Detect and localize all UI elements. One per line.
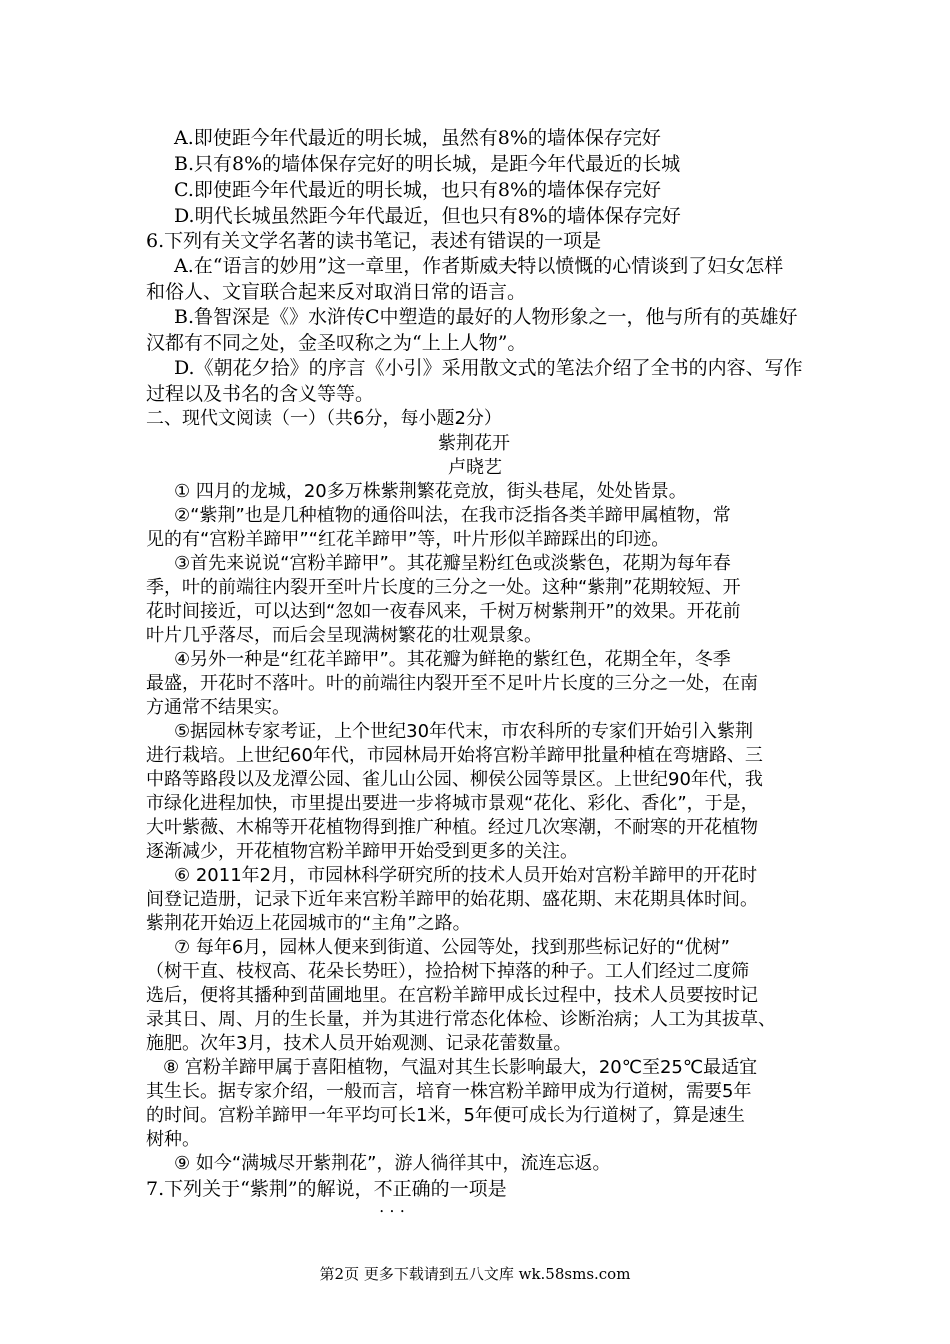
paragraph-1: ① 四月的龙城，20多万株紫荆繁花竞放，街头巷尾，处处皆景。 xyxy=(174,481,687,502)
paragraph-7-line5: 施肥。次年3月，技术人员开始观测、记录花蕾数量。 xyxy=(146,1033,572,1054)
paragraph-5-line4: 市绿化进程加快，市里提出要进一步将城市景观“花化、彩化、香化”，于是， xyxy=(146,793,759,814)
paragraph-4-line3: 方通常不结果实。 xyxy=(146,697,290,718)
q5-option-a: A.即使距今年代最近的明长城，虽然有8%的墙体保存完好 xyxy=(174,127,661,149)
q6-option-b-line1: B.鲁智深是《》水浒传C中塑造的最好的人物形象之一，他与所有的英雄好 xyxy=(174,306,798,328)
paragraph-7-line2: （树干直、枝杈高、花朵长势旺），捡拾树下掉落的种子。工人们经过二度筛 xyxy=(146,961,749,982)
q7-emphasis: 不正确 • • • xyxy=(374,1178,431,1200)
paragraph-8-line4: 树种。 xyxy=(146,1129,200,1150)
q6-option-a-line2: 和俗人、文盲联合起来反对取消日常的语言。 xyxy=(146,281,527,303)
paragraph-5-line3: 中路等路段以及龙潭公园、雀儿山公园、柳侯公园等景区。上世纪90年代，我 xyxy=(146,769,763,790)
paragraph-6-line2: 间登记造册，记录下近年来宫粉羊蹄甲的始花期、盛花期、末花期具体时间。 xyxy=(146,889,758,910)
paragraph-4-line2: 最盛，开花时不落叶。叶的前端往内裂开至不足叶片长度的三分之一处，在南 xyxy=(146,673,758,694)
q6-option-d-line2: 过程以及书名的含义等等。 xyxy=(146,383,375,405)
q5-option-c: C.即使距今年代最近的明长城，也只有8%的墙体保存完好 xyxy=(174,179,662,201)
page-footer: 第2页 更多下载请到五八文库 wk.58sms.com xyxy=(319,1265,631,1283)
q7-stem-tail: 的一项是 xyxy=(430,1178,507,1200)
paragraph-6-line3: 紫荆花开始迈上花园城市的“主角”之路。 xyxy=(146,913,471,934)
article-author: 卢晓艺 xyxy=(448,457,502,478)
q5-option-b: B.只有8%的墙体保存完好的明长城，是距今年代最近的长城 xyxy=(174,153,681,175)
paragraph-5-line5: 大叶紫薇、木棉等开花植物得到推广种植。经过几次寒潮，不耐寒的开花植物 xyxy=(146,817,758,838)
q6-stem-text: 6.下列有关文学名著的读书笔记，表述有 xyxy=(146,230,488,252)
q6-option-d-line1: D.《朝花夕拾》的序言《小引》采用散文式的笔法介绍了全书的内容、写作 xyxy=(174,357,803,379)
paragraph-2-line2: 见的有“宫粉羊蹄甲”“红花羊蹄甲”等，叶片形似羊蹄踩出的印迹。 xyxy=(146,529,670,550)
article-title: 紫荆花开 xyxy=(438,433,510,454)
paragraph-3-line2: 季，叶的前端往内裂开至叶片长度的三分之一处。这种“紫荆”花期较短、开 xyxy=(146,577,741,598)
paragraph-6-line1: ⑥ 2011年2月，市园林科学研究所的技术人员开始对宫粉羊蹄甲的开花时 xyxy=(174,865,758,886)
paragraph-5-line2: 进行栽培。上世纪60年代，市园林局开始将宫粉羊蹄甲批量种植在弯塘路、三 xyxy=(146,745,763,766)
paragraph-3-line1: ③首先来说说“宫粉羊蹄甲”。其花瓣呈粉红色或淡紫色，花期为每年春 xyxy=(174,553,731,574)
paragraph-8-line2: 其生长。据专家介绍，一般而言，培育一株宫粉羊蹄甲成为行道树，需要5年 xyxy=(146,1081,752,1102)
paragraph-3-line3: 花时间接近，可以达到“忽如一夜春风来，千树万树紫荆开”的效果。开花前 xyxy=(146,601,741,622)
paragraph-2-line1: ②“紫荆”也是几种植物的通俗叫法，在我市泛指各类羊蹄甲属植物，常 xyxy=(174,505,731,526)
q6-stem-tail: 的一项是 xyxy=(525,230,602,252)
paragraph-7-line4: 录其日、周、月的生长量，并为其进行常态化体检、诊断治病；人工为其拔草、 xyxy=(146,1009,776,1030)
paragraph-3-line4: 叶片几乎落尽，而后会呈现满树繁花的壮观景象。 xyxy=(146,625,542,646)
paragraph-4-line1: ④另外一种是“红花羊蹄甲”。其花瓣为鲜艳的紫红色，花期全年，冬季 xyxy=(174,649,731,670)
q6-emphasis: 错误 • • • xyxy=(487,230,525,252)
q7-stem xyxy=(146,1176,507,1202)
paragraph-8-line1: ⑧ 宫粉羊蹄甲属于喜阳植物，气温对其生长影响最大，20℃至25℃最适宜 xyxy=(163,1057,758,1078)
paragraph-5-line6: 逐渐减少，开花植物宫粉羊蹄甲开始受到更多的关注。 xyxy=(146,841,578,862)
paragraph-7-line3: 选后，便将其播种到苗圃地里。在宫粉羊蹄甲成长过程中，技术人员要按时记 xyxy=(146,985,758,1006)
q6-stem xyxy=(146,228,601,254)
paragraph-9: ⑨ 如今“满城尽开紫荆花”，游人徜徉其中，流连忘返。 xyxy=(174,1153,611,1174)
paragraph-5-line1: ⑤据园林专家考证，上个世纪30年代末，市农科所的专家们开始引入紫荆 xyxy=(174,721,754,742)
section-heading: 二、现代文阅读（一）（共6分，每小题2分） xyxy=(146,408,502,429)
paragraph-8-line3: 的时间。宫粉羊蹄甲一年平均可长1米，5年便可成长为行道树了，算是速生 xyxy=(146,1105,745,1126)
q6-option-a-line1: A.在“语言的妙用”这一章里，作者斯威夫特以愤慨的心情谈到了妇女怎样 xyxy=(174,255,784,277)
q6-option-b-line2: 汉都有不同之处，金圣叹称之为“上上人物”。 xyxy=(146,332,527,354)
q5-option-d: D.明代长城虽然距今年代最近，但也只有8%的墙体保存完好 xyxy=(174,205,681,227)
paragraph-7-line1: ⑦ 每年6月，园林人便来到街道、公园等处，找到那些标记好的“优树” xyxy=(174,937,730,958)
q7-stem-text: 7.下列关于“紫荆”的解说， xyxy=(146,1178,374,1200)
